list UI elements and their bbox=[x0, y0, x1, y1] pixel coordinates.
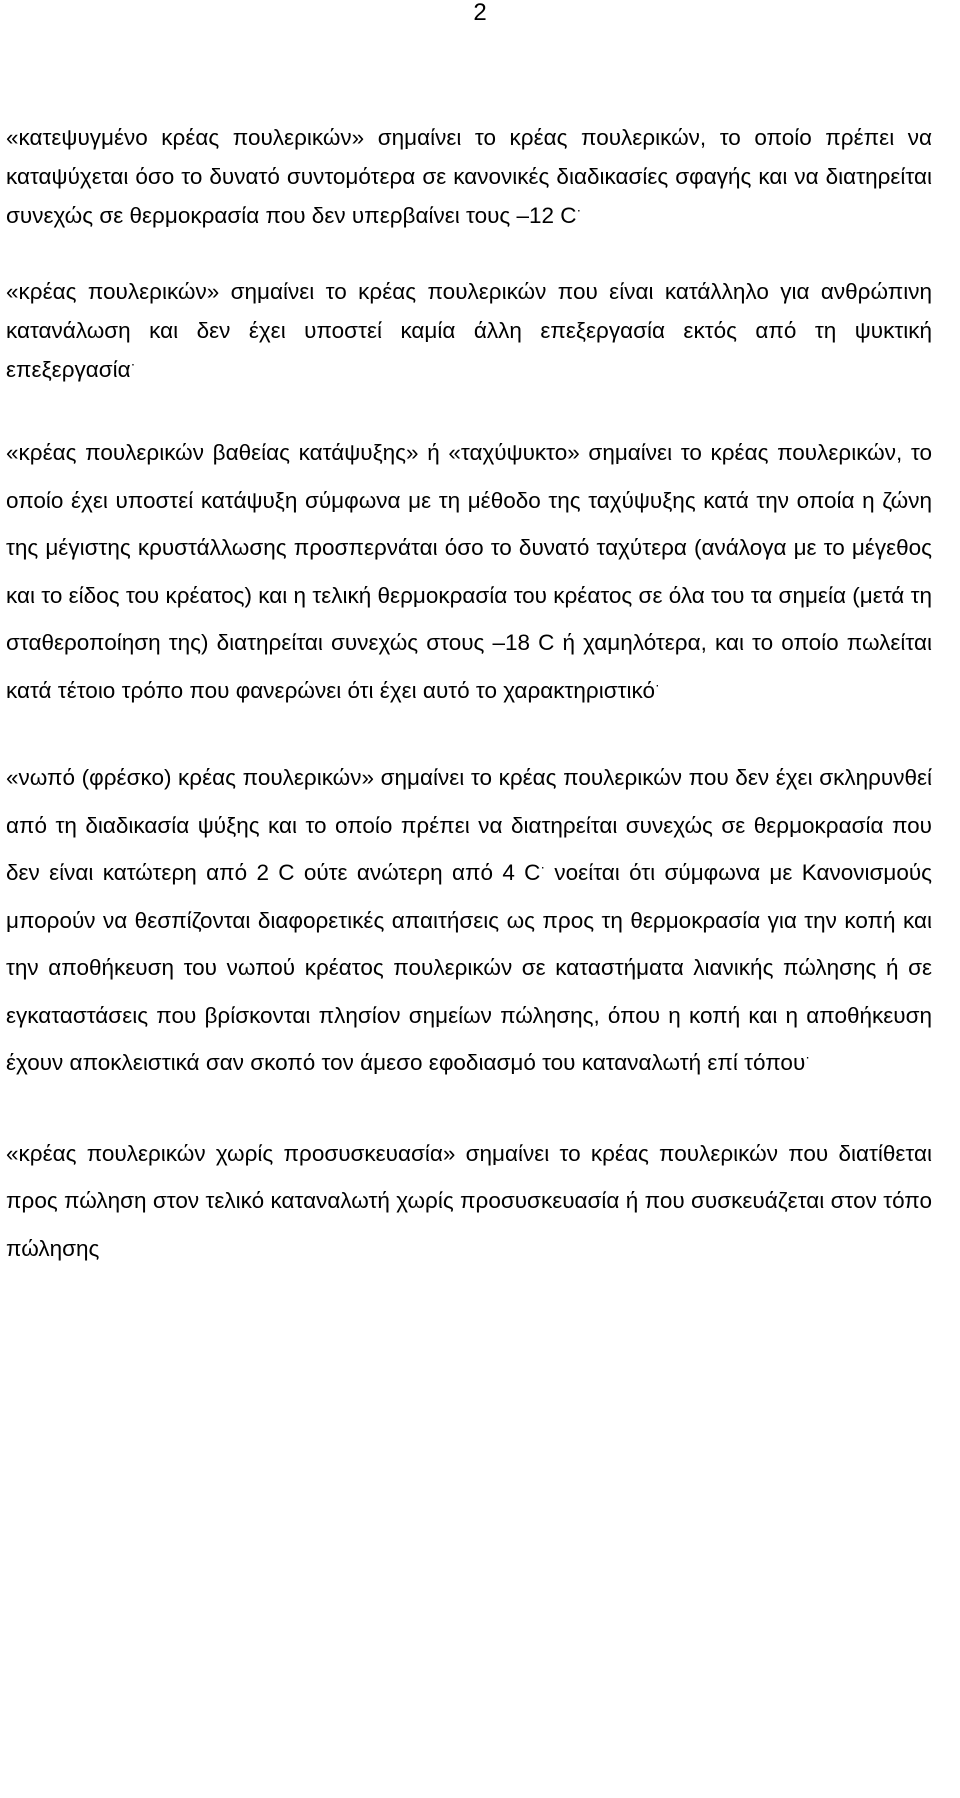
paragraph-text: «κρέας πουλερικών χωρίς προσυσκευασία» σημαίνει το κρέας πουλερικών που διατίθεται προς πώληση στον τελικό καταναλωτή χωρίς προσυσκευασία ή που συσκευάζεται στον τόπο πώλησης bbox=[6, 1140, 932, 1261]
definition-poultry-meat bbox=[6, 272, 932, 389]
paragraph-continuation: νοείται ότι σύμφωνα με Κανονισμούς μπορούν να θεσπίζονται διαφορετικές απαιτήσεις ως προς τη θερμοκρασία για την κοπή και την αποθήκευση του νωπού κρέατος πουλερικών σε καταστήματα λιανικής πώλησης ή σε εγκαταστάσεις που βρίσκονται πλησίον σημείων πώλησης, όπου η κοπή και η αποθήκευση έχουν αποκλειστικά σαν σκοπό τον άμεσο εφοδιασμό του καταναλωτή επί τόπου bbox=[6, 860, 932, 1075]
raised-dot: · bbox=[540, 858, 546, 875]
paragraph-text: «κρέας πουλερικών βαθείας κατάψυξης» ή «ταχύψυκτο» σημαίνει το κρέας πουλερικών, το οποίο έχει υποστεί κατάψυξη σύμφωνα με τη μέθοδο της ταχύψυξης κατά την οποία η ζώνη της μέγιστης κρυστάλλωσης προσπερνάται όσο το δυνατό ταχύτερα (ανάλογα με το μέγεθος και το είδος του κρέατος) και η τελική θερμοκρασία του κρέατος σε όλα του τα σημεία (μετά τη σταθεροποίηση της) διατηρείται συνεχώς στους –18 C ή χαμηλότερα, και το οποίο πωλείται κατά τέτοιο τρόπο που φανερώνει ότι έχει αυτό το χαρακτηριστικό bbox=[6, 440, 932, 703]
raised-dot: · bbox=[130, 355, 136, 372]
raised-dot: · bbox=[805, 1048, 810, 1065]
paragraph-text: «κατεψυγμένο κρέας πουλερικών» σημαίνει το κρέας πουλερικών, το οποίο πρέπει να καταψύχεται όσο το δυνατό συντομότερα σε κανονικές διαδικασίες σφαγής και να διατηρείται συνεχώς σε θερμοκρασία που δεν υπερβαίνει τους –12 C bbox=[6, 125, 932, 228]
page-number: 2 bbox=[473, 0, 487, 26]
definition-frozen-poultry bbox=[6, 118, 932, 235]
definition-deep-frozen-poultry bbox=[6, 429, 932, 714]
definition-unpackaged-poultry bbox=[6, 1130, 932, 1273]
raised-dot: · bbox=[654, 676, 660, 692]
paragraph-text: «κρέας πουλερικών» σημαίνει το κρέας πουλερικών που είναι κατάλληλο για ανθρώπινη κατανάλωση και δεν έχει υποστεί καμία άλλη επεξεργασία εκτός από τη ψυκτική επεξεργασία bbox=[6, 279, 932, 382]
definition-fresh-poultry bbox=[6, 754, 932, 1087]
raised-dot: · bbox=[576, 201, 582, 218]
paragraph-text: «νωπό (φρέσκο) κρέας πουλερικών» σημαίνει το κρέας πουλερικών που δεν έχει σκληρυνθεί από τη διαδικασία ψύξης και το οποίο πρέπει να διατηρείται συνεχώς σε θερμοκρασία που δεν είναι κατώτερη από 2 C ούτε ανώτερη από 4 C bbox=[6, 765, 932, 885]
document-body bbox=[6, 118, 932, 1272]
